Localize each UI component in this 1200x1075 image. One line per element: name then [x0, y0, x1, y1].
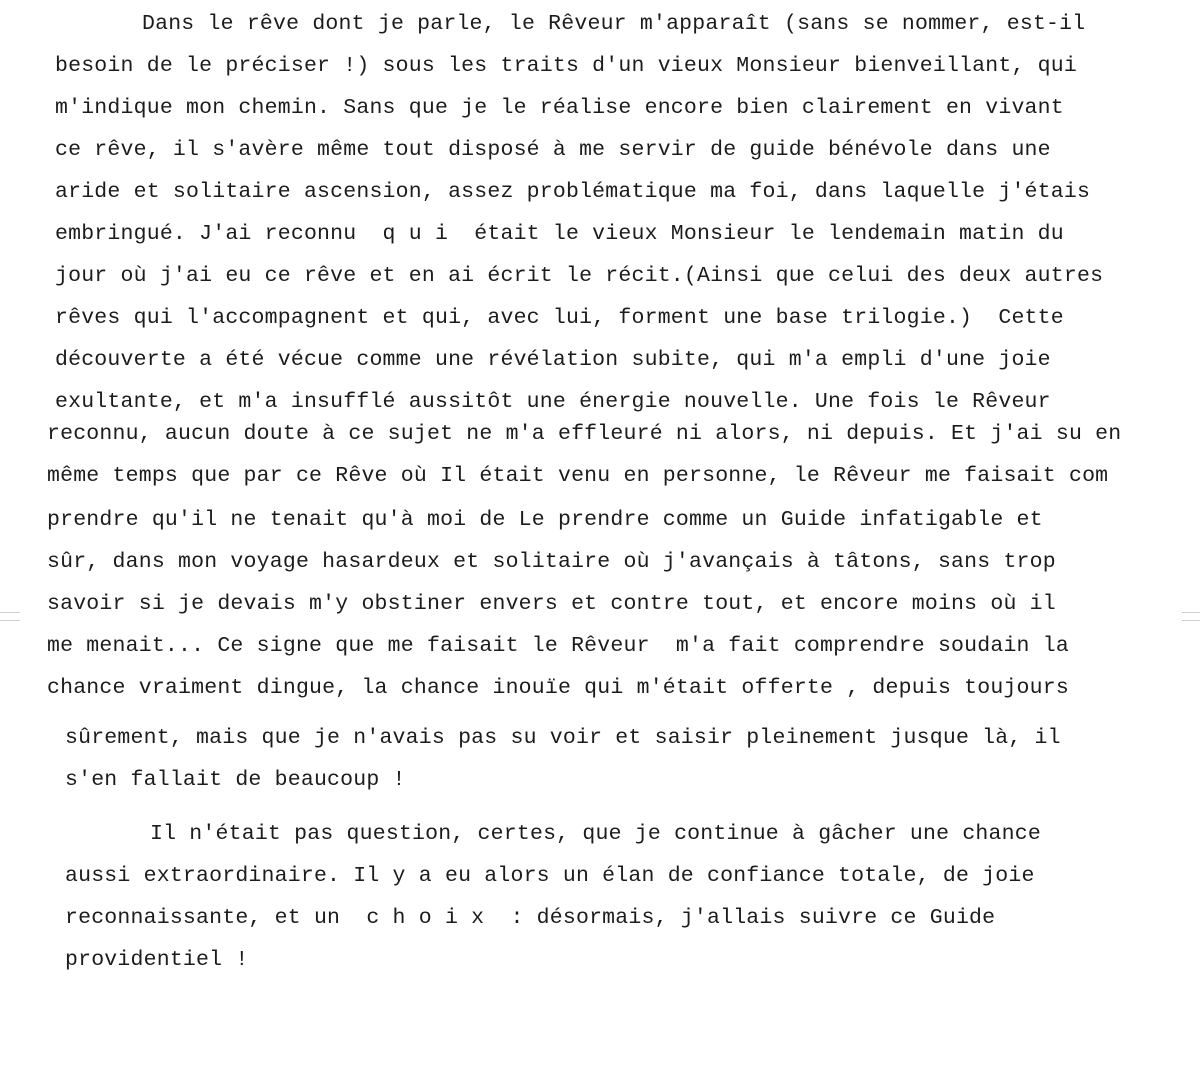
- text-line: découverte a été vécue comme une révélation subite, qui m'a empli d'une joie: [55, 348, 1051, 372]
- text-line: ce rêve, il s'avère même tout disposé à me servir de guide bénévole dans une: [55, 138, 1051, 162]
- text-line: prendre qu'il ne tenait qu'à moi de Le prendre comme un Guide infatigable et: [47, 508, 1043, 532]
- text-line: rêves qui l'accompagnent et qui, avec lui, forment une base trilogie.) Cette: [55, 306, 1064, 330]
- text-line: s'en fallait de beaucoup !: [65, 768, 406, 792]
- text-line: embringué. J'ai reconnu q u i était le vieux Monsieur le lendemain matin du: [55, 222, 1064, 246]
- text-line: me menait... Ce signe que me faisait le Rêveur m'a fait comprendre soudain la: [47, 634, 1069, 658]
- left-edge-mark-2: [0, 620, 20, 621]
- text-line: reconnaissante, et un c h o i x : désormais, j'allais suivre ce Guide: [65, 906, 996, 930]
- text-line: sûrement, mais que je n'avais pas su voir et saisir pleinement jusque là, il: [65, 726, 1061, 750]
- text-line: sûr, dans mon voyage hasardeux et solitaire où j'avançais à tâtons, sans trop: [47, 550, 1056, 574]
- text-line: exultante, et m'a insufflé aussitôt une énergie nouvelle. Une fois le Rêveur: [55, 390, 1051, 414]
- right-edge-mark: [1182, 612, 1200, 613]
- text-line: aride et solitaire ascension, assez problématique ma foi, dans laquelle j'étais: [55, 180, 1091, 204]
- right-edge-mark-2: [1182, 620, 1200, 621]
- text-line: chance vraiment dingue, la chance inouïe qui m'était offerte , depuis toujours: [47, 676, 1069, 700]
- text-line: Dans le rêve dont je parle, le Rêveur m'apparaît (sans se nommer, est-il: [142, 12, 1086, 36]
- left-edge-mark: [0, 612, 20, 613]
- text-line: m'indique mon chemin. Sans que je le réalise encore bien clairement en vivant: [55, 96, 1064, 120]
- text-line: besoin de le préciser !) sous les traits d'un vieux Monsieur bienveillant, qui: [55, 54, 1077, 78]
- text-line: même temps que par ce Rêve où Il était venu en personne, le Rêveur me faisait com: [47, 464, 1109, 488]
- text-line: providentiel !: [65, 948, 249, 972]
- text-line: Il n'était pas question, certes, que je continue à gâcher une chance: [150, 822, 1041, 846]
- text-line: jour où j'ai eu ce rêve et en ai écrit le récit.(Ainsi que celui des deux autres: [55, 264, 1104, 288]
- text-line: aussi extraordinaire. Il y a eu alors un élan de confiance totale, de joie: [65, 864, 1035, 888]
- text-line: reconnu, aucun doute à ce sujet ne m'a effleuré ni alors, ni depuis. Et j'ai su en: [47, 422, 1122, 446]
- text-line: savoir si je devais m'y obstiner envers et contre tout, et encore moins où il: [47, 592, 1056, 616]
